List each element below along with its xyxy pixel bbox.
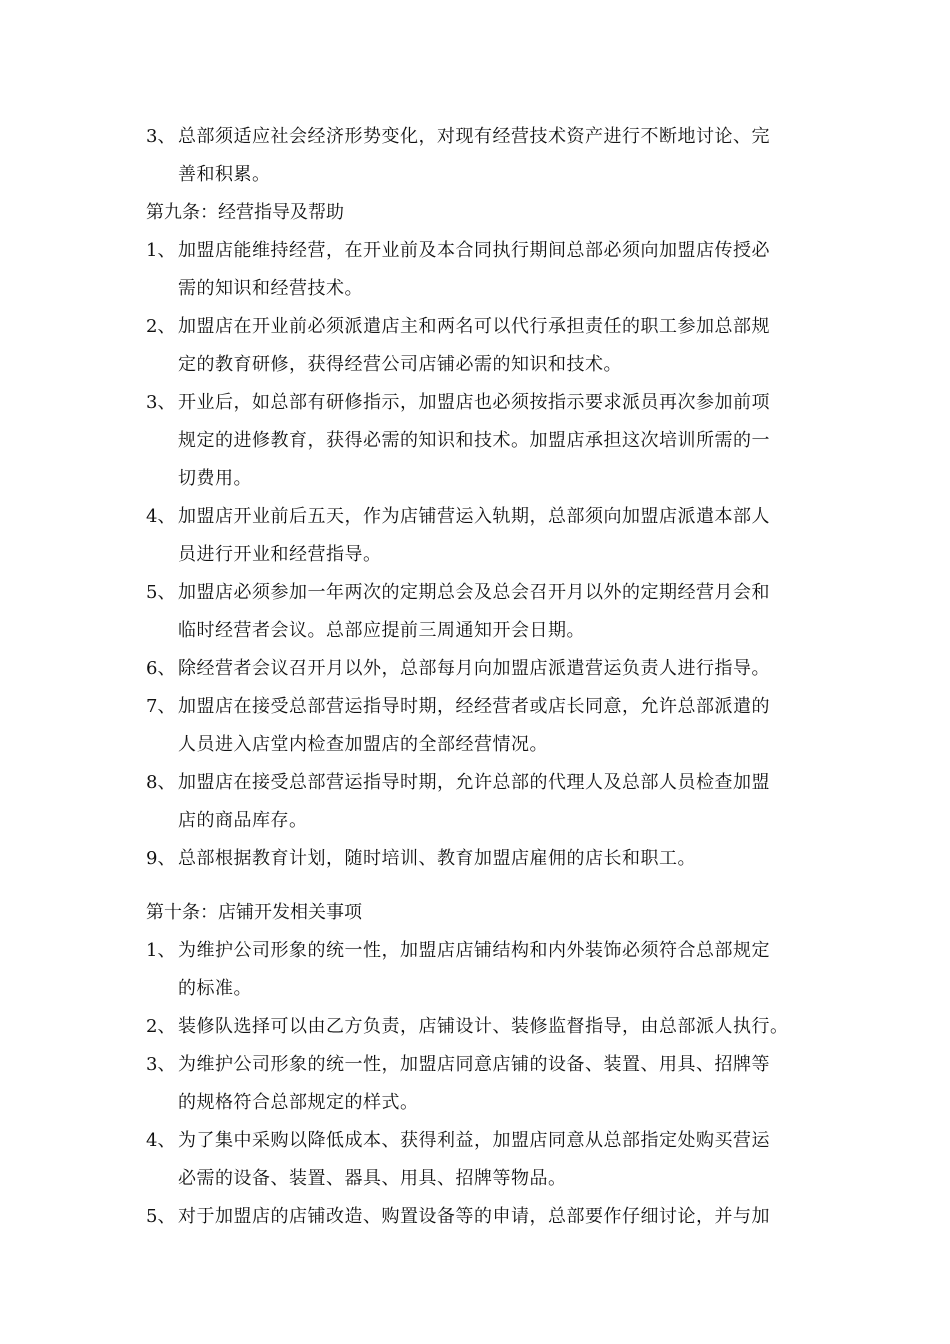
list-item-number: 5、 bbox=[146, 582, 176, 603]
text-line: 定的教育研修，获得经营公司店铺必需的知识和技术。 bbox=[178, 354, 622, 375]
list-item-number: 1、 bbox=[146, 940, 176, 961]
list-item bbox=[146, 308, 810, 384]
list-item bbox=[146, 574, 810, 650]
list-item-number: 4、 bbox=[146, 506, 176, 527]
list-item bbox=[146, 1198, 810, 1236]
text-line: 必需的设备、装置、器具、用具、招牌等物品。 bbox=[178, 1168, 567, 1189]
list-item-number: 8、 bbox=[146, 772, 176, 793]
list-item-text bbox=[178, 1122, 810, 1198]
list-item bbox=[146, 1122, 810, 1198]
list-item-number: 6、 bbox=[146, 658, 176, 679]
list-item-text bbox=[178, 1008, 810, 1046]
list-item bbox=[146, 384, 810, 498]
text-line: 装修队选择可以由乙方负责，店铺设计、装修监督指导，由总部派人执行。 bbox=[178, 1016, 789, 1037]
list-item bbox=[146, 650, 810, 688]
text-line: 加盟店在接受总部营运指导时期，允许总部的代理人及总部人员检查加盟 bbox=[178, 772, 770, 793]
list-item-number: 1、 bbox=[146, 240, 176, 261]
list-item-text bbox=[178, 932, 810, 1008]
list-item-text bbox=[178, 118, 810, 194]
text-line: 对于加盟店的店铺改造、购置设备等的申请，总部要作仔细讨论，并与加 bbox=[178, 1206, 770, 1227]
list-item bbox=[146, 764, 810, 840]
text-line: 临时经营者会议。总部应提前三周通知开会日期。 bbox=[178, 620, 585, 641]
list-item-number: 2、 bbox=[146, 316, 176, 337]
list-item-number: 9、 bbox=[146, 848, 176, 869]
text-line: 规定的进修教育，获得必需的知识和技术。加盟店承担这次培训所需的一 bbox=[178, 430, 770, 451]
list-item bbox=[146, 840, 810, 878]
list-item-number: 5、 bbox=[146, 1206, 176, 1227]
text-line: 加盟店在开业前必须派遣店主和两名可以代行承担责任的职工参加总部规 bbox=[178, 316, 770, 337]
text-line: 为了集中采购以降低成本、获得利益，加盟店同意从总部指定处购买营运 bbox=[178, 1130, 770, 1151]
list-item-text bbox=[178, 688, 810, 764]
list-item-text bbox=[178, 1198, 810, 1236]
section-spacer bbox=[146, 878, 810, 894]
list-item-text bbox=[178, 764, 810, 840]
list-item-number: 7、 bbox=[146, 696, 176, 717]
list-item-number: 3、 bbox=[146, 392, 176, 413]
list-item-text bbox=[178, 384, 810, 498]
list-item-number: 3、 bbox=[146, 126, 176, 147]
list-item-text bbox=[178, 650, 810, 688]
text-line: 加盟店开业前后五天，作为店铺营运入轨期，总部须向加盟店派遣本部人 bbox=[178, 506, 770, 527]
text-line: 为维护公司形象的统一性，加盟店店铺结构和内外装饰必须符合总部规定 bbox=[178, 940, 770, 961]
section-heading: 第九条：经营指导及帮助 bbox=[146, 202, 344, 223]
text-line: 人员进入店堂内检查加盟店的全部经营情况。 bbox=[178, 734, 548, 755]
text-line: 的规格符合总部规定的样式。 bbox=[178, 1092, 419, 1113]
text-line: 的标准。 bbox=[178, 978, 252, 999]
list-item bbox=[146, 1008, 810, 1046]
list-item bbox=[146, 118, 810, 194]
list-item-text bbox=[178, 1046, 810, 1122]
document-body bbox=[146, 118, 810, 1236]
text-line: 总部根据教育计划，随时培训、教育加盟店雇佣的店长和职工。 bbox=[178, 848, 696, 869]
text-line: 开业后，如总部有研修指示，加盟店也必须按指示要求派员再次参加前项 bbox=[178, 392, 770, 413]
text-line: 员进行开业和经营指导。 bbox=[178, 544, 382, 565]
list-item-number: 2、 bbox=[146, 1016, 176, 1037]
list-item bbox=[146, 932, 810, 1008]
list-item bbox=[146, 498, 810, 574]
list-item-number: 3、 bbox=[146, 1054, 176, 1075]
list-item-text bbox=[178, 232, 810, 308]
text-line: 加盟店在接受总部营运指导时期，经经营者或店长同意，允许总部派遣的 bbox=[178, 696, 770, 717]
text-line: 店的商品库存。 bbox=[178, 810, 308, 831]
text-line: 加盟店能维持经营，在开业前及本合同执行期间总部必须向加盟店传授必 bbox=[178, 240, 770, 261]
list-item-text bbox=[178, 574, 810, 650]
list-item bbox=[146, 688, 810, 764]
list-item-text bbox=[178, 498, 810, 574]
text-line: 除经营者会议召开月以外，总部每月向加盟店派遣营运负责人进行指导。 bbox=[178, 658, 770, 679]
text-line: 切费用。 bbox=[178, 468, 252, 489]
text-line: 总部须适应社会经济形势变化，对现有经营技术资产进行不断地讨论、完 bbox=[178, 126, 770, 147]
section-heading: 第十条：店铺开发相关事项 bbox=[146, 902, 362, 923]
list-item bbox=[146, 1046, 810, 1122]
list-item-text bbox=[178, 840, 810, 878]
text-line: 为维护公司形象的统一性，加盟店同意店铺的设备、装置、用具、招牌等 bbox=[178, 1054, 770, 1075]
text-line: 善和积累。 bbox=[178, 164, 271, 185]
list-item bbox=[146, 232, 810, 308]
text-line: 需的知识和经营技术。 bbox=[178, 278, 363, 299]
text-line: 加盟店必须参加一年两次的定期总会及总会召开月以外的定期经营月会和 bbox=[178, 582, 770, 603]
list-item-number: 4、 bbox=[146, 1130, 176, 1151]
list-item-text bbox=[178, 308, 810, 384]
